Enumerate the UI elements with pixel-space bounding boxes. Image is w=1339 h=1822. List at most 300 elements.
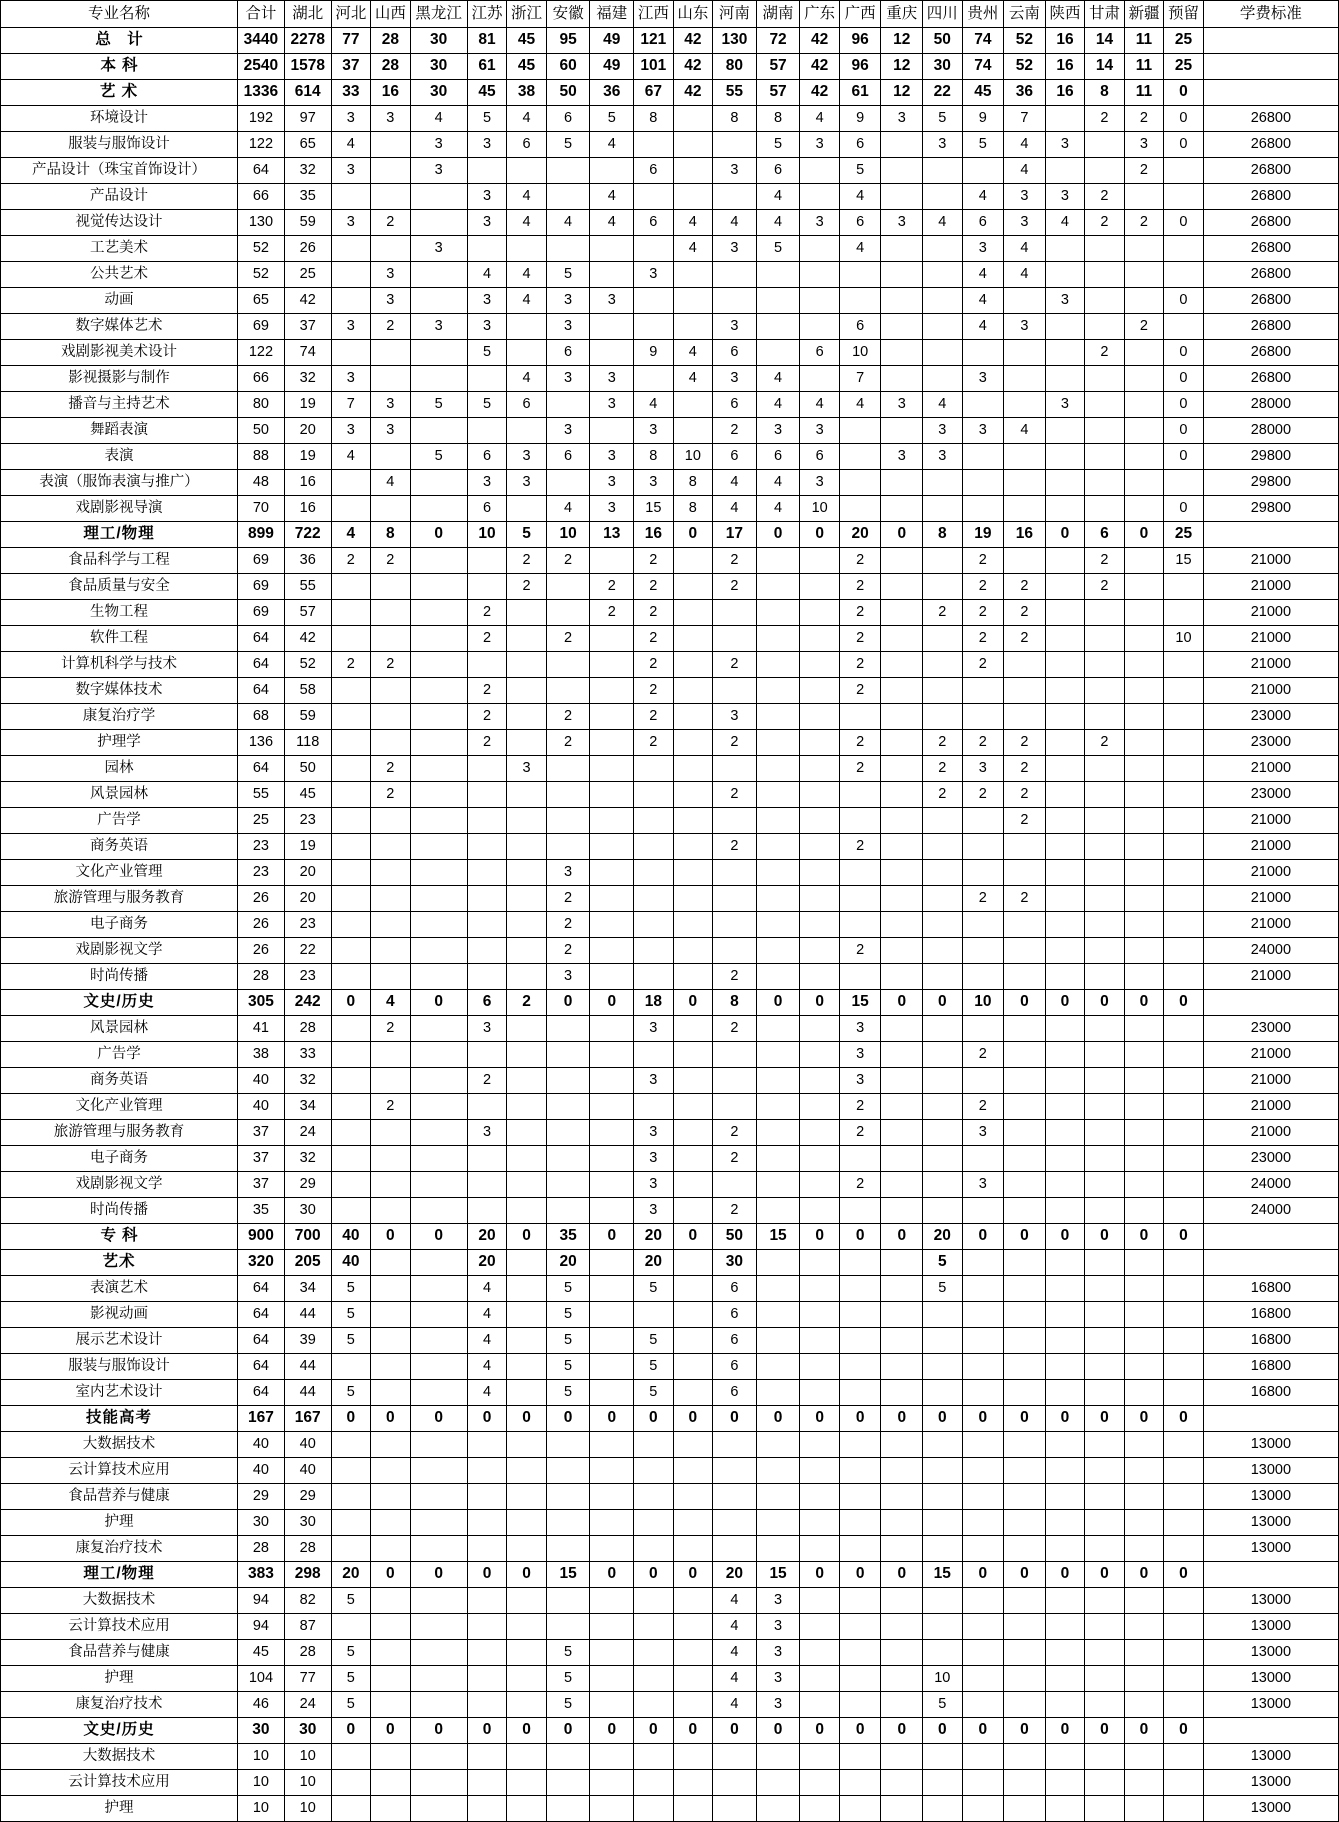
quota-cell: 4 — [590, 132, 634, 158]
quota-cell — [962, 1380, 1004, 1406]
quota-cell — [1004, 392, 1046, 418]
quota-cell — [713, 1042, 757, 1068]
quota-cell: 0 — [756, 522, 800, 548]
quota-cell — [923, 1796, 963, 1822]
quota-cell: 55 — [284, 574, 331, 600]
quota-cell: 2 — [713, 1016, 757, 1042]
table-row — [1, 808, 1339, 834]
quota-cell: 0 — [881, 1718, 923, 1744]
quota-cell — [634, 1042, 674, 1068]
quota-cell — [1085, 444, 1125, 470]
quota-cell: 0 — [756, 1406, 800, 1432]
quota-cell: 6 — [756, 158, 800, 184]
quota-cell — [881, 704, 923, 730]
major-name-cell: 公共艺术 — [1, 262, 238, 288]
quota-cell: 3 — [634, 262, 674, 288]
quota-cell — [590, 1692, 634, 1718]
quota-cell: 2 — [962, 574, 1004, 600]
quota-cell: 10 — [800, 496, 840, 522]
quota-cell — [923, 808, 963, 834]
quota-cell — [962, 1276, 1004, 1302]
tuition-cell — [1203, 1718, 1338, 1744]
table-row — [1, 28, 1339, 54]
quota-cell: 69 — [238, 600, 285, 626]
quota-cell: 28 — [371, 54, 411, 80]
quota-cell: 4 — [756, 366, 800, 392]
quota-cell — [881, 782, 923, 808]
quota-cell: 4 — [713, 496, 757, 522]
quota-cell — [331, 782, 371, 808]
quota-cell — [713, 860, 757, 886]
quota-cell: 0 — [881, 522, 923, 548]
quota-cell — [371, 1042, 411, 1068]
quota-cell: 30 — [238, 1718, 285, 1744]
quota-cell — [923, 1328, 963, 1354]
quota-cell: 25 — [238, 808, 285, 834]
quota-cell — [507, 314, 547, 340]
quota-cell: 4 — [962, 288, 1004, 314]
quota-cell — [1124, 548, 1164, 574]
column-header-14: 广东 — [800, 1, 840, 28]
quota-cell — [962, 1016, 1004, 1042]
quota-cell: 61 — [839, 80, 881, 106]
quota-cell — [467, 1692, 507, 1718]
quota-cell — [800, 1354, 840, 1380]
quota-cell: 0 — [1124, 1718, 1164, 1744]
quota-cell: 2 — [839, 652, 881, 678]
quota-cell — [1164, 184, 1204, 210]
column-header-20: 陕西 — [1045, 1, 1085, 28]
quota-cell — [881, 1744, 923, 1770]
quota-cell: 0 — [507, 1224, 547, 1250]
quota-cell — [507, 1094, 547, 1120]
quota-cell — [923, 1458, 963, 1484]
quota-cell — [1004, 1692, 1046, 1718]
quota-cell: 39 — [284, 1328, 331, 1354]
quota-cell: 3 — [467, 132, 507, 158]
quota-cell — [507, 938, 547, 964]
quota-cell — [1124, 288, 1164, 314]
quota-cell — [1085, 366, 1125, 392]
quota-cell — [1164, 808, 1204, 834]
quota-cell — [1124, 1640, 1164, 1666]
quota-cell: 6 — [467, 444, 507, 470]
quota-cell: 4 — [713, 210, 757, 236]
quota-cell: 5 — [331, 1328, 371, 1354]
quota-cell — [1004, 1276, 1046, 1302]
column-header-15: 广西 — [839, 1, 881, 28]
table-row — [1, 574, 1339, 600]
quota-cell: 2 — [713, 548, 757, 574]
quota-cell — [1004, 1354, 1046, 1380]
quota-cell — [371, 1666, 411, 1692]
quota-cell — [839, 808, 881, 834]
quota-cell — [923, 1588, 963, 1614]
quota-cell: 5 — [634, 1328, 674, 1354]
table-row — [1, 652, 1339, 678]
column-header-13: 湖南 — [756, 1, 800, 28]
quota-cell: 3 — [410, 158, 467, 184]
quota-cell — [673, 1458, 713, 1484]
quota-cell — [800, 912, 840, 938]
column-header-7: 浙江 — [507, 1, 547, 28]
major-name-cell: 室内艺术设计 — [1, 1380, 238, 1406]
quota-cell: 0 — [1164, 990, 1204, 1016]
tuition-cell — [1203, 28, 1338, 54]
quota-cell — [467, 236, 507, 262]
quota-cell: 30 — [410, 28, 467, 54]
quota-cell — [507, 1354, 547, 1380]
quota-cell — [839, 886, 881, 912]
quota-cell: 3 — [800, 470, 840, 496]
quota-cell — [756, 938, 800, 964]
quota-cell: 66 — [238, 366, 285, 392]
quota-cell — [800, 1744, 840, 1770]
quota-cell — [546, 1510, 590, 1536]
quota-cell: 5 — [546, 1380, 590, 1406]
quota-cell — [467, 886, 507, 912]
quota-cell — [923, 1016, 963, 1042]
quota-cell: 5 — [546, 1640, 590, 1666]
quota-cell: 15 — [546, 1562, 590, 1588]
quota-cell — [546, 236, 590, 262]
quota-cell — [1085, 496, 1125, 522]
quota-cell — [1124, 340, 1164, 366]
quota-cell — [1164, 1692, 1204, 1718]
quota-cell — [1085, 1328, 1125, 1354]
quota-cell: 0 — [839, 1406, 881, 1432]
quota-cell — [1004, 704, 1046, 730]
quota-cell: 2 — [1124, 314, 1164, 340]
quota-cell: 22 — [923, 80, 963, 106]
quota-cell — [713, 1510, 757, 1536]
tuition-cell: 13000 — [1203, 1692, 1338, 1718]
quota-cell — [1164, 678, 1204, 704]
quota-cell: 3 — [881, 392, 923, 418]
quota-cell: 0 — [1164, 366, 1204, 392]
quota-cell: 0 — [1164, 106, 1204, 132]
table-row — [1, 1770, 1339, 1796]
quota-cell — [546, 652, 590, 678]
quota-cell — [371, 1146, 411, 1172]
quota-cell — [371, 1744, 411, 1770]
quota-cell — [634, 782, 674, 808]
quota-cell: 3 — [713, 158, 757, 184]
quota-cell — [962, 158, 1004, 184]
quota-cell: 2 — [962, 600, 1004, 626]
quota-cell — [507, 678, 547, 704]
quota-cell: 94 — [238, 1588, 285, 1614]
quota-cell: 2 — [331, 548, 371, 574]
quota-cell: 4 — [467, 1276, 507, 1302]
quota-cell — [507, 1016, 547, 1042]
quota-cell: 2 — [467, 678, 507, 704]
quota-cell: 3 — [546, 288, 590, 314]
quota-cell: 2 — [713, 782, 757, 808]
quota-cell — [800, 756, 840, 782]
quota-cell — [371, 886, 411, 912]
quota-cell — [507, 1302, 547, 1328]
quota-cell — [962, 938, 1004, 964]
quota-cell — [713, 808, 757, 834]
quota-cell: 45 — [507, 28, 547, 54]
table-row — [1, 1042, 1339, 1068]
quota-cell: 16 — [284, 470, 331, 496]
quota-cell — [590, 1432, 634, 1458]
quota-cell — [962, 340, 1004, 366]
quota-cell — [1085, 600, 1125, 626]
quota-cell: 3 — [756, 1640, 800, 1666]
quota-cell — [881, 1692, 923, 1718]
quota-cell — [410, 860, 467, 886]
quota-cell — [410, 418, 467, 444]
quota-cell — [1045, 938, 1085, 964]
tuition-cell: 29800 — [1203, 444, 1338, 470]
tuition-cell: 21000 — [1203, 964, 1338, 990]
quota-cell: 122 — [238, 340, 285, 366]
major-name-cell: 展示艺术设计 — [1, 1328, 238, 1354]
tuition-cell: 26800 — [1203, 288, 1338, 314]
quota-cell: 6 — [962, 210, 1004, 236]
quota-cell — [371, 366, 411, 392]
quota-cell — [467, 860, 507, 886]
quota-cell — [1004, 1328, 1046, 1354]
quota-cell: 42 — [673, 54, 713, 80]
quota-cell — [1045, 1640, 1085, 1666]
quota-cell — [410, 1172, 467, 1198]
quota-cell — [1124, 1302, 1164, 1328]
quota-cell — [1085, 262, 1125, 288]
quota-cell — [881, 340, 923, 366]
table-row — [1, 938, 1339, 964]
quota-cell: 167 — [238, 1406, 285, 1432]
quota-cell — [331, 600, 371, 626]
quota-cell: 19 — [962, 522, 1004, 548]
quota-cell: 5 — [756, 132, 800, 158]
quota-cell: 10 — [546, 522, 590, 548]
quota-cell — [1004, 1068, 1046, 1094]
quota-cell — [839, 1432, 881, 1458]
quota-cell: 77 — [284, 1666, 331, 1692]
quota-cell: 10 — [923, 1666, 963, 1692]
major-name-cell: 工艺美术 — [1, 236, 238, 262]
major-name-cell: 播音与主持艺术 — [1, 392, 238, 418]
quota-cell — [962, 1770, 1004, 1796]
quota-cell — [881, 1588, 923, 1614]
quota-cell: 4 — [756, 496, 800, 522]
quota-cell: 0 — [1045, 522, 1085, 548]
quota-cell: 30 — [713, 1250, 757, 1276]
quota-cell — [1124, 1770, 1164, 1796]
quota-cell — [410, 1016, 467, 1042]
quota-cell — [410, 1640, 467, 1666]
quota-cell: 6 — [713, 1276, 757, 1302]
quota-cell — [800, 1120, 840, 1146]
quota-cell: 55 — [713, 80, 757, 106]
quota-cell — [1164, 938, 1204, 964]
quota-cell: 4 — [1004, 262, 1046, 288]
quota-cell — [756, 964, 800, 990]
quota-cell — [410, 1380, 467, 1406]
quota-cell — [410, 1042, 467, 1068]
quota-cell: 3 — [634, 1068, 674, 1094]
quota-cell — [331, 964, 371, 990]
quota-cell — [962, 496, 1004, 522]
major-name-cell: 旅游管理与服务教育 — [1, 1120, 238, 1146]
tuition-cell — [1203, 1406, 1338, 1432]
table-row — [1, 1068, 1339, 1094]
major-name-cell: 广告学 — [1, 808, 238, 834]
quota-cell — [673, 1042, 713, 1068]
quota-cell: 0 — [634, 1406, 674, 1432]
quota-cell — [1124, 1588, 1164, 1614]
quota-cell: 64 — [238, 158, 285, 184]
column-header-4: 山西 — [371, 1, 411, 28]
quota-cell — [800, 1068, 840, 1094]
quota-cell — [1045, 1146, 1085, 1172]
quota-cell — [1085, 860, 1125, 886]
quota-cell — [1124, 574, 1164, 600]
quota-cell — [673, 678, 713, 704]
quota-cell — [800, 1588, 840, 1614]
quota-cell: 0 — [962, 1406, 1004, 1432]
quota-cell: 6 — [467, 990, 507, 1016]
quota-cell — [962, 1510, 1004, 1536]
quota-cell: 2 — [1124, 210, 1164, 236]
quota-cell: 16 — [1045, 54, 1085, 80]
quota-cell — [507, 1744, 547, 1770]
tuition-cell: 13000 — [1203, 1666, 1338, 1692]
quota-cell — [1164, 1666, 1204, 1692]
quota-cell: 0 — [1164, 496, 1204, 522]
quota-cell — [1004, 1614, 1046, 1640]
quota-cell — [507, 1510, 547, 1536]
quota-cell: 6 — [713, 1354, 757, 1380]
quota-cell — [1124, 444, 1164, 470]
table-row — [1, 1640, 1339, 1666]
quota-cell: 4 — [467, 1354, 507, 1380]
quota-cell — [673, 834, 713, 860]
quota-cell — [371, 704, 411, 730]
quota-cell — [410, 938, 467, 964]
quota-cell — [923, 470, 963, 496]
quota-cell — [410, 1510, 467, 1536]
major-name-cell: 大数据技术 — [1, 1432, 238, 1458]
quota-cell — [1124, 418, 1164, 444]
quota-cell — [507, 1120, 547, 1146]
quota-cell — [1085, 1692, 1125, 1718]
quota-cell — [881, 496, 923, 522]
quota-cell — [634, 1432, 674, 1458]
quota-cell — [881, 1796, 923, 1822]
quota-cell — [881, 1458, 923, 1484]
quota-cell — [1164, 1614, 1204, 1640]
column-header-21: 甘肃 — [1085, 1, 1125, 28]
quota-cell: 52 — [284, 652, 331, 678]
quota-cell: 3 — [839, 1016, 881, 1042]
major-name-cell: 本科 — [1, 54, 238, 80]
quota-cell: 57 — [756, 54, 800, 80]
tuition-cell: 26800 — [1203, 132, 1338, 158]
quota-cell: 6 — [507, 392, 547, 418]
quota-cell — [1164, 1458, 1204, 1484]
quota-cell — [1085, 1536, 1125, 1562]
quota-cell: 10 — [1164, 626, 1204, 652]
quota-cell — [467, 1666, 507, 1692]
quota-cell: 3 — [546, 964, 590, 990]
quota-cell: 3 — [590, 366, 634, 392]
quota-cell — [331, 1198, 371, 1224]
quota-cell — [800, 1094, 840, 1120]
quota-cell: 0 — [800, 990, 840, 1016]
table-row — [1, 1328, 1339, 1354]
quota-cell: 3 — [839, 1042, 881, 1068]
table-row — [1, 470, 1339, 496]
quota-cell: 5 — [546, 262, 590, 288]
quota-cell: 2 — [371, 314, 411, 340]
quota-cell: 2 — [634, 600, 674, 626]
tuition-cell — [1203, 522, 1338, 548]
quota-cell: 4 — [590, 184, 634, 210]
quota-cell — [839, 1640, 881, 1666]
quota-cell — [410, 704, 467, 730]
quota-cell — [839, 1302, 881, 1328]
table-row — [1, 548, 1339, 574]
quota-cell: 66 — [238, 184, 285, 210]
quota-cell — [1045, 1432, 1085, 1458]
quota-cell — [839, 1614, 881, 1640]
quota-cell — [331, 1744, 371, 1770]
quota-cell — [839, 1744, 881, 1770]
table-row — [1, 1172, 1339, 1198]
quota-cell — [1164, 1770, 1204, 1796]
quota-cell: 2 — [839, 1120, 881, 1146]
quota-cell — [1124, 470, 1164, 496]
quota-cell — [800, 1146, 840, 1172]
quota-cell — [962, 912, 1004, 938]
quota-cell — [371, 834, 411, 860]
quota-cell — [923, 652, 963, 678]
quota-cell: 42 — [284, 626, 331, 652]
quota-cell — [923, 1744, 963, 1770]
quota-cell — [507, 236, 547, 262]
quota-cell — [590, 756, 634, 782]
quota-cell — [1085, 1666, 1125, 1692]
quota-cell — [839, 912, 881, 938]
quota-cell: 3 — [331, 106, 371, 132]
quota-cell: 0 — [410, 990, 467, 1016]
column-header-major-name: 专业名称 — [1, 1, 238, 28]
quota-cell — [1085, 1276, 1125, 1302]
quota-cell: 4 — [1004, 132, 1046, 158]
quota-cell — [756, 1744, 800, 1770]
quota-cell — [881, 366, 923, 392]
quota-cell — [634, 1614, 674, 1640]
quota-cell: 9 — [634, 340, 674, 366]
major-name-cell: 电子商务 — [1, 1146, 238, 1172]
quota-cell: 48 — [238, 470, 285, 496]
quota-cell — [371, 938, 411, 964]
quota-cell — [590, 1016, 634, 1042]
quota-cell: 0 — [673, 1562, 713, 1588]
quota-cell — [546, 158, 590, 184]
quota-cell — [923, 366, 963, 392]
quota-cell — [1045, 808, 1085, 834]
quota-cell — [410, 548, 467, 574]
quota-cell: 0 — [1164, 392, 1204, 418]
quota-cell: 15 — [1164, 548, 1204, 574]
quota-cell: 6 — [756, 444, 800, 470]
